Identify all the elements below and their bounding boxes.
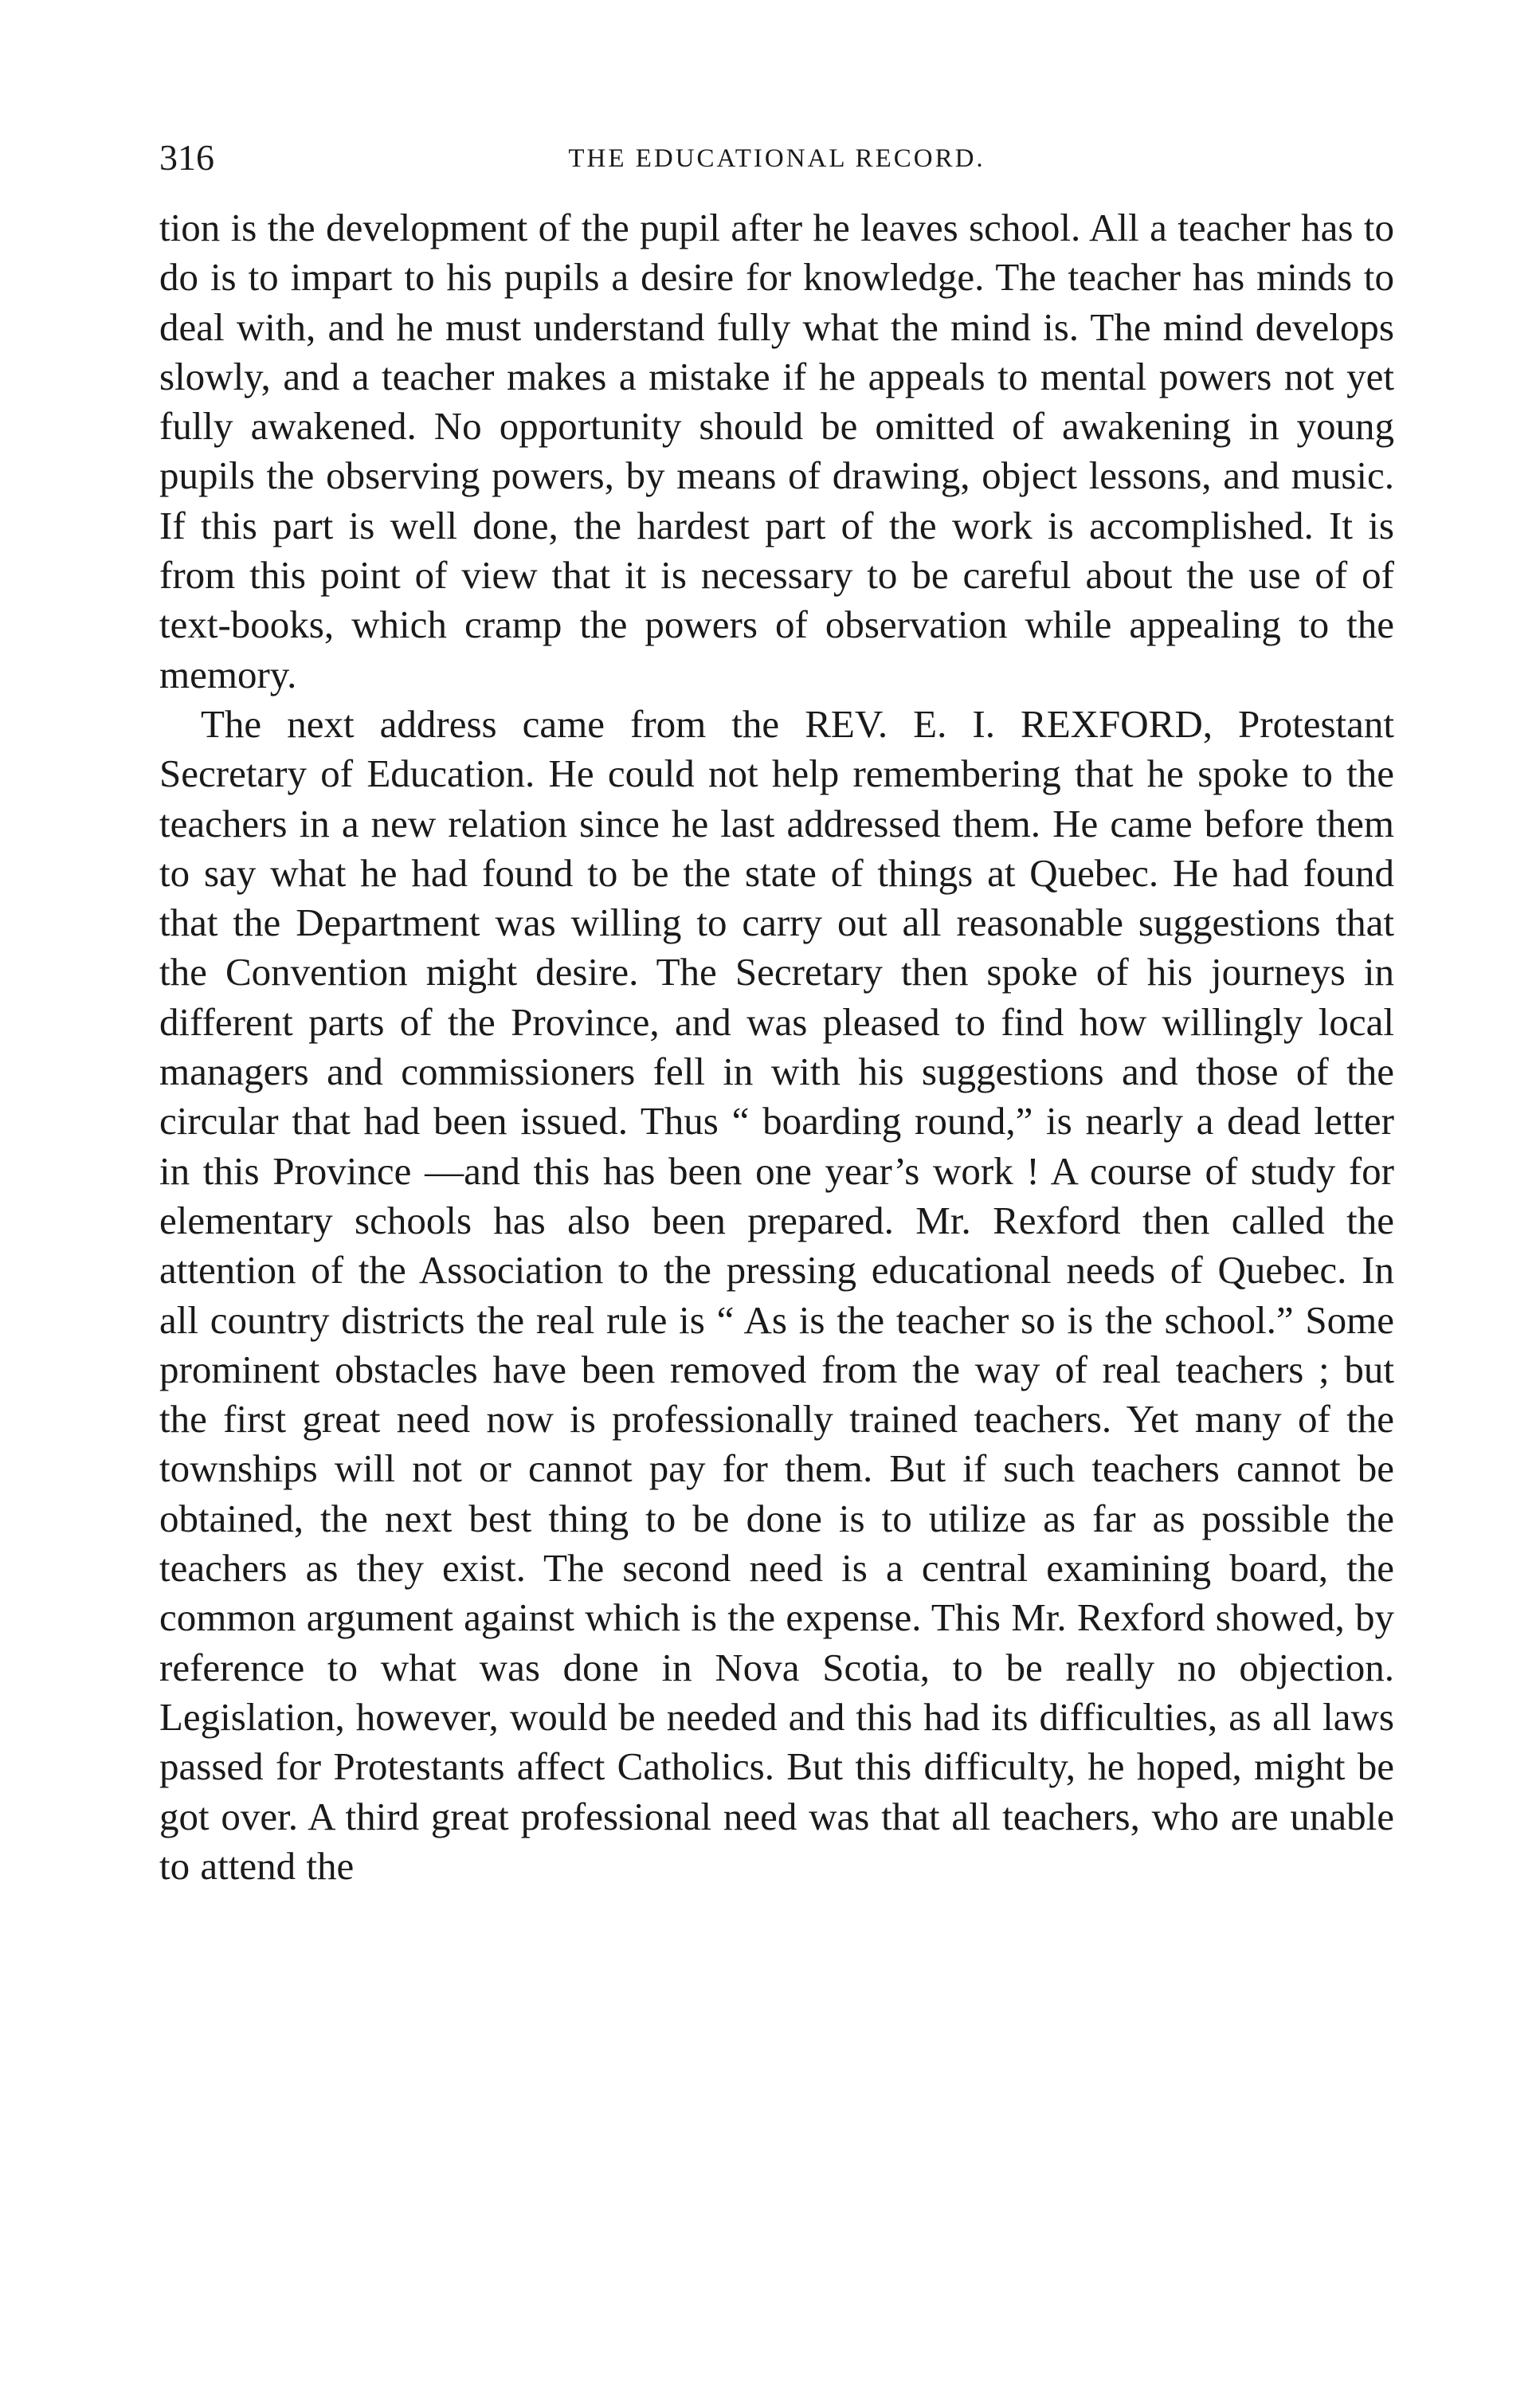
page-number: 316	[159, 137, 214, 178]
paragraph-continued: tion is the development of the pupil after he leaves school. All a teacher has to do is to impart to his pupils a desire for knowledge. The teacher has minds to deal with, and he must understand fully what the mind is. The mind develops slowly, and a teacher makes a mistake if he appeals to mental powers not yet fully awakened. No opportunity should be omitted of awakening in young pupils the observing powers, by means of drawing, object lessons, and music. If this part is well done, the hardest part of the work is accomplished. It is from this point of view that it is necessary to be careful about the use of of text-books, which cramp the powers of observation while appealing to the memory.	[159, 206, 1394, 696]
running-head	[159, 134, 1394, 182]
body-text	[159, 203, 1394, 1891]
paragraph-rexford-address: The next address came from the REV. E. I. REXFORD, Protestant Secretary of Education. He could not help remembering that he spoke to the teachers in a new relation since he last addressed them. He came before them to say what he had found to be the state of things at Quebec. He had found that the Department was willing to carry out all reasonable suggestions that the Convention might desire. The Secretary then spoke of his journeys in different parts of the Province, and was pleased to find how willingly local managers and commissioners fell in with his suggestions and those of the circular that had been issued. Thus “ boarding round,” is nearly a dead letter in this Province —and this has been one year’s work ! A course of study for elementary schools has also been prepared. Mr. Rexford then called the attention of the Association to the pressing educational needs of Quebec. In all country districts the real rule is “ As is the teacher so is the school.” Some prominent obstacles have been removed from the way of real teachers ; but the first great need now is professionally trained teachers. Yet many of the townships will not or cannot pay for them. But if such teachers cannot be obtained, the next best thing to be done is to utilize as far as possible the teachers as they exist. The second need is a central examining board, the common argument against which is the expense. This Mr. Rexford showed, by reference to what was done in Nova Scotia, to be really no objection. Legislation, however, would be needed and this had its difficulties, as all laws passed for Protestants affect Catholics. But this difficulty, he hoped, might be got over. A third great professional need was that all teachers, who are unable to attend the	[159, 701, 1394, 1888]
journal-title: THE EDUCATIONAL RECORD.	[568, 144, 986, 173]
